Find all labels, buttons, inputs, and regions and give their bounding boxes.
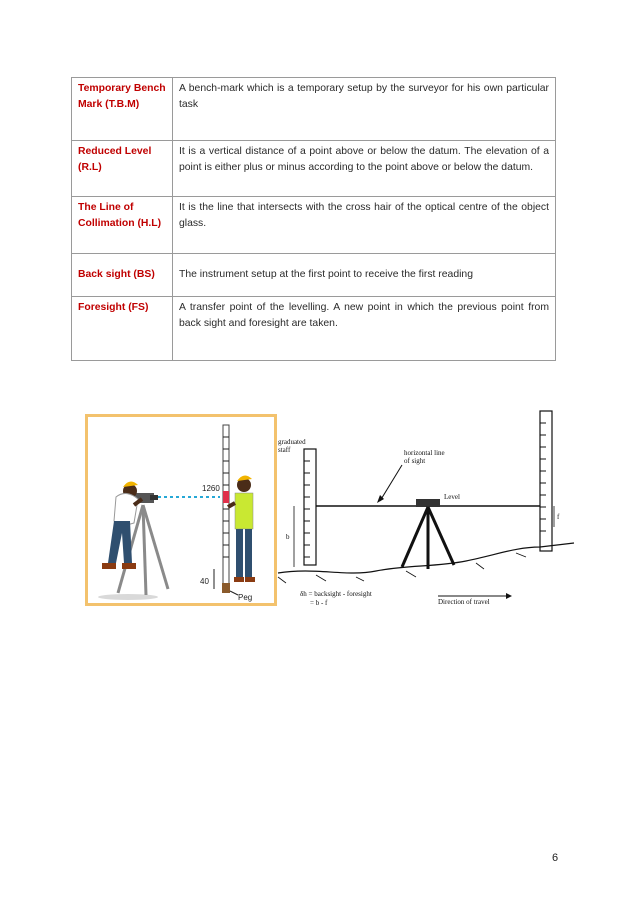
surveyor-right: [228, 475, 255, 582]
term-cell: The Line of Collimation (H.L): [72, 197, 173, 254]
peg-label: Peg: [238, 593, 253, 602]
ground-shadow: [98, 594, 158, 600]
term-cell: Temporary Bench Mark (T.B.M): [72, 78, 173, 141]
level-label: Level: [444, 493, 460, 501]
levelling-drawing: [276, 407, 576, 615]
reading-bottom-label: 40: [200, 577, 209, 586]
definition-cell: The instrument setup at the first point to receive the first reading: [173, 254, 556, 297]
b-label: b: [286, 533, 290, 541]
level-eyepiece: [150, 495, 158, 500]
reading-top-label: 1260: [202, 484, 220, 493]
f-label: f: [557, 513, 560, 521]
definition-cell: It is a vertical distance of a point above or below the datum. The elevation of a point is either plus or minus according to the point above or below the datum.: [173, 141, 556, 197]
definition-cell: A transfer point of the levelling. A new point in which the previous point from back sight and foresight are taken.: [173, 297, 556, 361]
hline-label-line2: of sight: [404, 457, 426, 465]
levelling-diagram: [276, 407, 576, 615]
left-staff: [304, 449, 316, 565]
peg: [222, 583, 230, 593]
definition-cell: A bench-mark which is a temporary setup by the surveyor for his own particular task: [173, 78, 556, 141]
term-cell: Reduced Level (R.L): [72, 141, 173, 197]
formula-line1: δh = backsight - foresight: [300, 590, 372, 598]
direction-label: Direction of travel: [438, 598, 490, 606]
hline-label-line1: horizontal line: [404, 449, 445, 457]
staff-red-band: [223, 491, 229, 503]
surveyors-drawing: [88, 417, 274, 603]
table-row: [72, 197, 556, 254]
table-row: [72, 297, 556, 361]
ground-line: [278, 543, 574, 573]
surveyors-illustration: [85, 414, 277, 606]
staff-label-line2: staff: [278, 446, 291, 454]
table-row: [72, 78, 556, 141]
levelling-staff: [223, 425, 229, 591]
term-cell: Foresight (FS): [72, 297, 173, 361]
right-staff: [540, 411, 552, 551]
formula-line2: = b - f: [310, 599, 328, 607]
term-cell: Back sight (BS): [72, 254, 173, 297]
peg-pointer: [230, 591, 238, 595]
glossary-table: [71, 77, 556, 361]
level-instrument: [416, 499, 440, 507]
definition-cell: It is the line that intersects with the cross hair of the optical centre of the object glass.: [173, 197, 556, 254]
tripod-leg: [402, 507, 428, 567]
hline-pointer: [380, 465, 402, 501]
table-row: [72, 254, 556, 297]
table-row: [72, 141, 556, 197]
tripod-leg: [428, 507, 454, 565]
page-number: 6: [552, 852, 559, 864]
staff-label-line1: graduated: [278, 438, 306, 446]
direction-arrowhead: [506, 593, 512, 599]
